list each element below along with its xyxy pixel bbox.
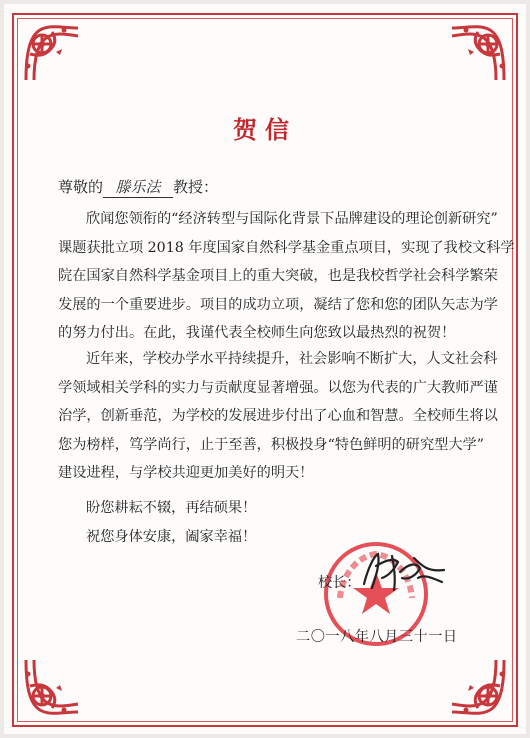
signer-label: 校长： bbox=[318, 575, 361, 591]
salutation bbox=[58, 176, 218, 198]
paragraph-line: 的努力付出。在此，我谨代表全校师生向您致以最热烈的祝贺！ bbox=[58, 325, 456, 342]
ornament-corner-icon bbox=[446, 22, 510, 86]
paragraph-line: 近年来，学校办学水平持续提升，社会影响不断扩大，人文社会科 bbox=[86, 351, 498, 367]
handwritten-signature-icon bbox=[358, 548, 448, 592]
closing-wish-1: 盼您耕耘不辍，再结硕果！ bbox=[86, 500, 257, 516]
recipient-name: 滕乐法 bbox=[103, 176, 173, 198]
letter-title: 贺信 bbox=[233, 115, 297, 144]
ornament-corner-icon bbox=[20, 654, 84, 718]
paragraph-line: 您为榜样，笃学尚行，止于至善，积极投身“特色鲜明的研究型大学” bbox=[58, 436, 484, 453]
paragraph-1 bbox=[58, 205, 515, 348]
paragraph-line: 欣闻您领衔的“经济转型与国际化背景下品牌建设的理论创新研究” bbox=[86, 211, 498, 227]
paragraph-line: 学领域相关学科的实力与贡献度显著增强。以您为代表的广大教师严谨 bbox=[58, 379, 498, 396]
closing-wish-2: 祝您身体安康，阖家幸福！ bbox=[86, 529, 257, 545]
paragraph-line: 课题获批立项 2018 年度国家自然科学基金重点项目，实现了我校文科学 bbox=[58, 239, 515, 256]
ornament-corner-icon bbox=[446, 654, 510, 718]
paragraph-line: 发展的一个重要进步。项目的成功立项，凝结了您和您的团队矢志为学 bbox=[58, 296, 498, 313]
salutation-prefix: 尊敬的 bbox=[58, 178, 104, 196]
paragraph-2 bbox=[58, 345, 498, 488]
letter-date: 二〇一八年八月三十一日 bbox=[296, 629, 458, 645]
paragraph-line: 建设进程，与学校共迎更加美好的明天！ bbox=[58, 465, 314, 482]
paragraph-line: 治学，创新垂范，为学校的发展进步付出了心血和智慧。全校师生将以 bbox=[58, 408, 498, 425]
salutation-suffix: 教授： bbox=[173, 178, 219, 196]
paragraph-line: 院在国家自然科学基金项目上的重大突破，也是我校哲学社会科学繁荣 bbox=[58, 268, 498, 285]
ornament-corner-icon bbox=[20, 22, 84, 86]
